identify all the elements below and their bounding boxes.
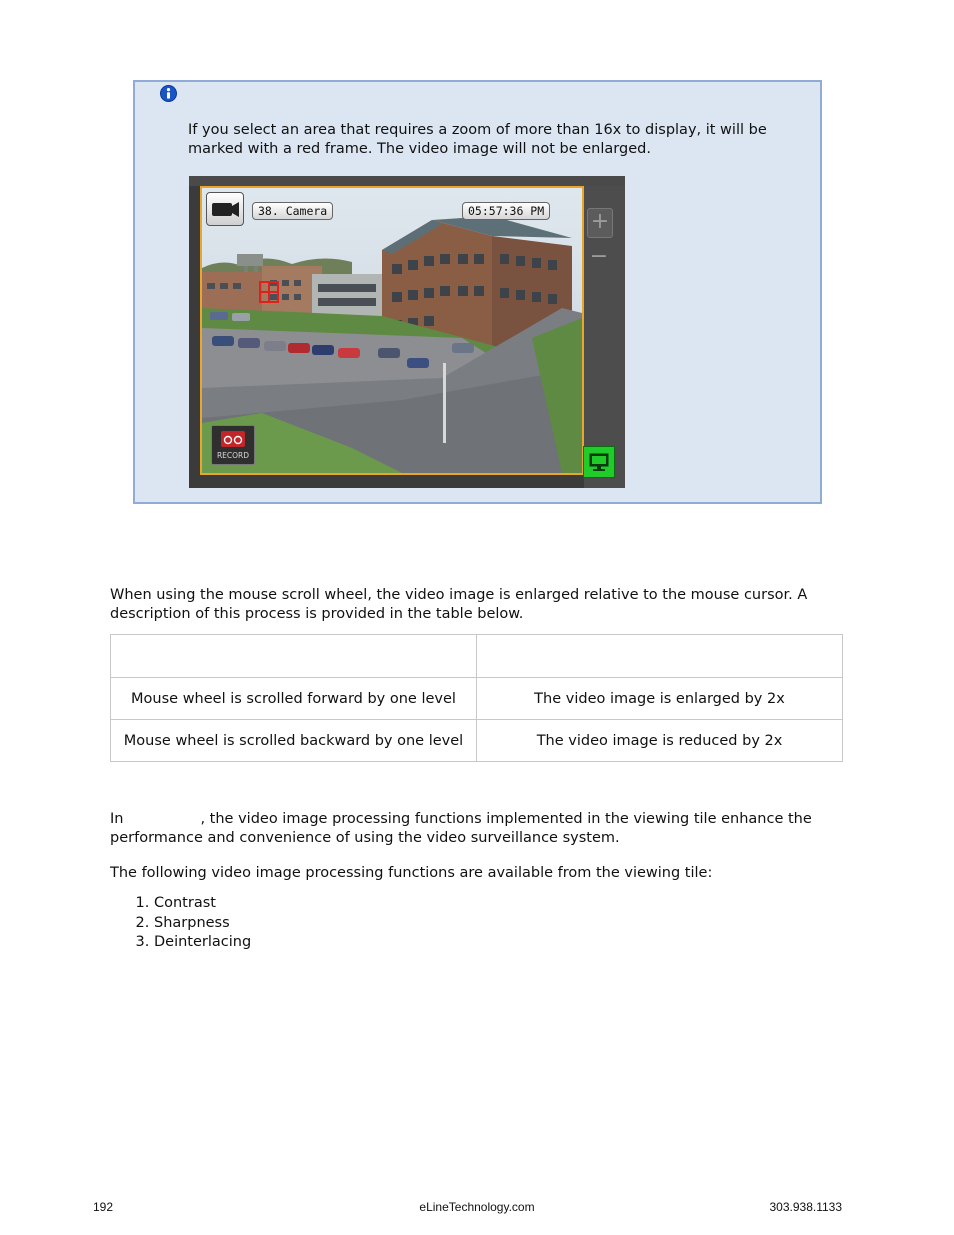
record-button[interactable] — [211, 425, 255, 465]
table-header-row — [111, 635, 843, 678]
camera-name-label[interactable]: 38. Camera — [252, 202, 333, 220]
note-text: If you select an area that requires a zoom of more than 16x to display, it will be marked with a red frame. The video image will not be enlarged. — [188, 122, 767, 157]
footer-phone: 303.938.1133 — [769, 1200, 842, 1214]
processing-paragraph — [110, 810, 840, 848]
functions-list — [110, 894, 251, 953]
time-label[interactable]: 05:57:36 PM — [462, 202, 550, 220]
table-cell: The video image is reduced by 2x — [477, 720, 843, 762]
scroll-paragraph: When using the mouse scroll wheel, the video image is enlarged relative to the mouse cursor. A description of this process is provided in the table below. — [110, 587, 808, 622]
record-icon — [220, 430, 246, 448]
tile-top-strip — [189, 176, 625, 186]
zoom-in-button[interactable]: + — [587, 208, 613, 238]
list-item: 3. Deinterlacing — [154, 933, 251, 953]
zoom-out-button[interactable]: − — [589, 244, 609, 269]
table-cell: Mouse wheel is scrolled forward by one level — [111, 678, 477, 720]
list-item: 1. Contrast — [154, 894, 251, 914]
table-cell: The video image is enlarged by 2x — [477, 678, 843, 720]
monitor-button[interactable] — [583, 446, 615, 478]
table-header-cell — [477, 635, 843, 678]
camera-tile-screenshot — [189, 176, 625, 488]
table-header-cell — [111, 635, 477, 678]
functions-paragraph: The following video image processing functions are available from the viewing tile: — [110, 865, 713, 881]
page-number: 192 — [93, 1200, 114, 1214]
table-row — [111, 720, 843, 762]
info-icon — [160, 85, 177, 102]
table-cell: Mouse wheel is scrolled backward by one level — [111, 720, 477, 762]
red-selection-frame — [259, 281, 279, 303]
table-row — [111, 678, 843, 720]
video-frame — [200, 186, 584, 475]
footer-site: eLineTechnology.com — [419, 1200, 535, 1214]
camera-icon[interactable] — [206, 192, 244, 226]
list-item: 2. Sharpness — [154, 914, 251, 934]
record-label: RECORD — [216, 451, 250, 460]
monitor-icon — [584, 447, 614, 477]
note-box — [133, 80, 822, 504]
tile-side-panel — [584, 186, 625, 488]
camera-scene — [202, 188, 582, 473]
processing-text: , the video image processing functions implemented in the viewing tile enhance the performance and convenience of using the video surveillance system. — [110, 811, 812, 846]
scroll-table — [110, 634, 843, 762]
processing-prefix: In — [110, 811, 124, 827]
